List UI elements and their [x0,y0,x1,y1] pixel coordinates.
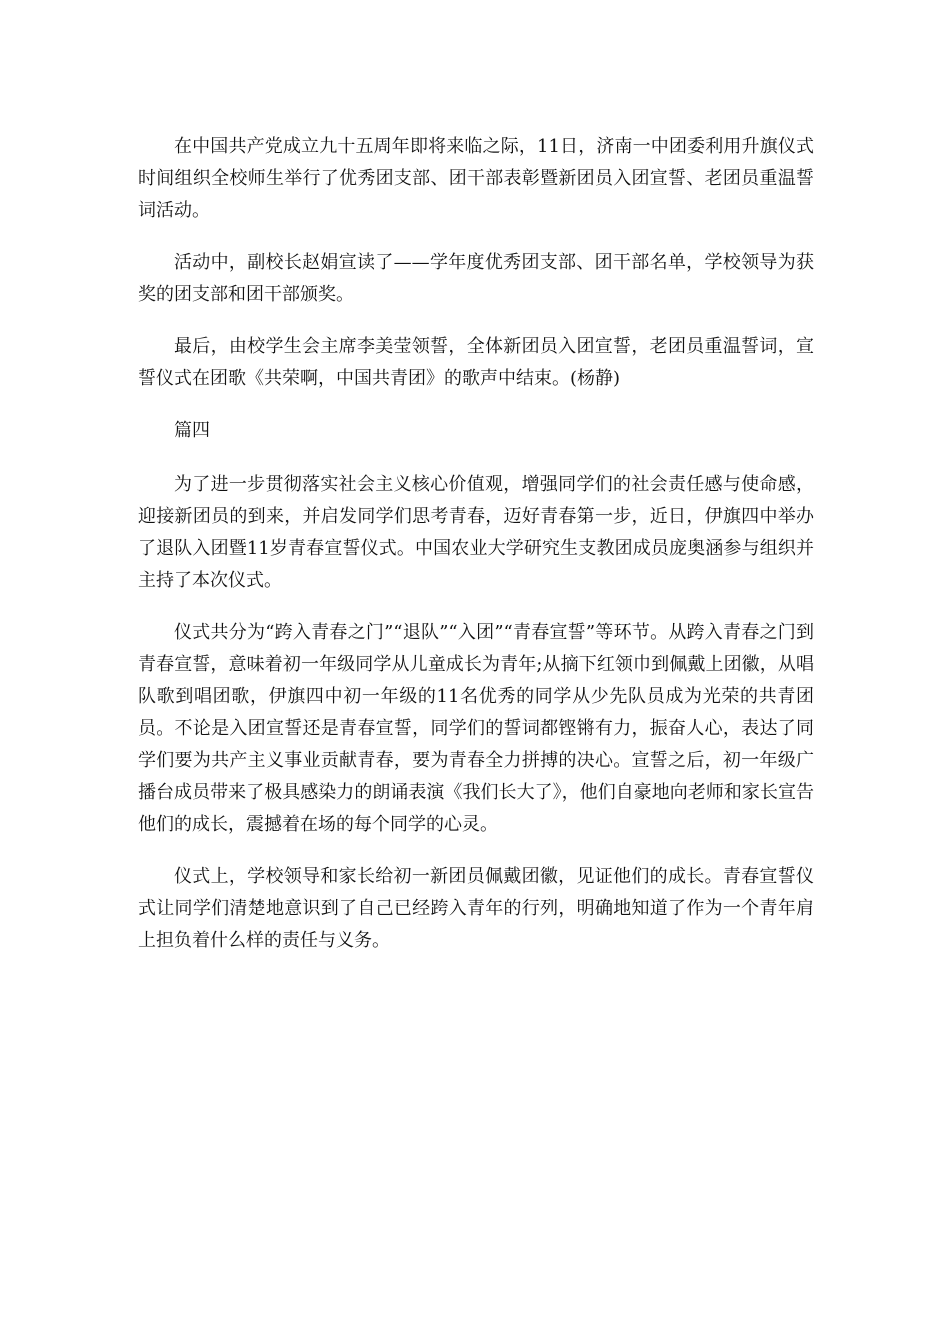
paragraph-ceremony-closing: 仪式上，学校领导和家长给初一新团员佩戴团徽，见证他们的成长。青春宣誓仪式让同学们清楚地意识到了自己已经跨入青年的行列，明确地知道了作为一个青年肩上担负着什么样的责任与义务。 [138,866,814,951]
section-heading: 篇四 [174,420,210,441]
paragraph-oath-conclusion: 最后，由校学生会主席李美莹领誓，全体新团员入团宣誓，老团员重温誓词，宣誓仪式在团歌《共荣啊，中国共青团》的歌声中结束。(杨静) [138,336,814,389]
paragraph-youth-oath-intro: 为了进一步贯彻落实社会主义核心价值观，增强同学们的社会责任感与使命感，迎接新团员的到来，并启发同学们思考青春，迈好青春第一步，近日，伊旗四中举办了退队入团暨11岁青春宣誓仪式。中国农业大学研究生支教团成员庞奥涵参与组织并主持了本次仪式。 [138,474,814,591]
paragraph-ceremony-stages: 仪式共分为“跨入青春之门”“退队”“入团”“青春宣誓”等环节。从跨入青春之门到青春宣誓，意味着初一年级同学从儿童成长为青年;从摘下红领巾到佩戴上团徽，从唱队歌到唱团歌，伊旗四中初一年级的11名优秀的同学从少先队员成为光荣的共青团员。不论是入团宣誓还是青春宣誓，同学们的誓词都铿锵有力，振奋人心，表达了同学们要为共产主义事业贡献青春，要为青春全力拼搏的决心。宣誓之后，初一年级广播台成员带来了极具感染力的朗诵表演《我们长大了》，他们自豪地向老师和家长宣告他们的成长，震撼着在场的每个同学的心灵。 [138,622,814,835]
paragraph-award-announcement: 活动中，副校长赵娟宣读了——学年度优秀团支部、团干部名单，学校领导为获奖的团支部和团干部颁奖。 [138,252,814,305]
paragraph-ceremony-intro: 在中国共产党成立九十五周年即将来临之际，11日，济南一中团委利用升旗仪式时间组织全校师生举行了优秀团支部、团干部表彰暨新团员入团宣誓、老团员重温誓词活动。 [138,136,814,221]
document-body [138,131,814,977]
